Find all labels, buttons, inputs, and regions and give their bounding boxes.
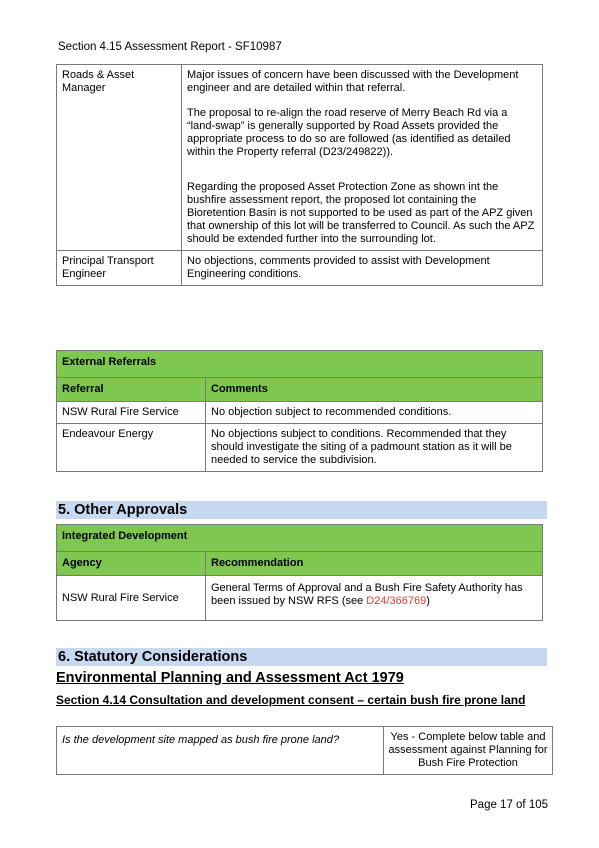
referral-cell: NSW Rural Fire Service	[57, 402, 206, 424]
internal-referrals-table	[56, 64, 543, 286]
referral-cell: Endeavour Energy	[57, 424, 206, 472]
question-cell: Is the development site mapped as bush fire prone land?	[57, 727, 384, 775]
column-header-referral: Referral	[57, 378, 206, 402]
table-title: External Referrals	[57, 351, 543, 378]
table-row	[57, 65, 543, 251]
comments-cell: No objection subject to recommended conditions.	[206, 402, 543, 424]
table-title: Integrated Development	[57, 525, 543, 552]
table-title-row	[57, 525, 543, 552]
table-row	[57, 576, 543, 621]
bush-fire-question-table	[56, 726, 553, 775]
column-header-agency: Agency	[57, 552, 206, 576]
column-header-recommendation: Recommendation	[206, 552, 543, 576]
comment-paragraph: No objections, comments provided to assist with Development Engineering conditions.	[187, 255, 490, 280]
document-reference-link[interactable]: D24/366769	[366, 595, 427, 607]
section-heading: 5. Other Approvals	[56, 501, 547, 519]
table-row	[57, 727, 553, 775]
page-header: Section 4.15 Assessment Report - SF10987	[58, 41, 282, 53]
comment-paragraph: The proposal to re-align the road reserve of Merry Beach Rd via a “land-swap” is generally supported by Road Assets provided the appropriate process to do so are followed (as identified as detailed within the Property referral (D23/249822)).	[187, 107, 511, 158]
table-header-row	[57, 378, 543, 402]
referral-cell: Roads & Asset Manager	[57, 65, 182, 251]
referral-cell: Principal Transport Engineer	[57, 251, 182, 286]
act-title: Environmental Planning and Assessment Act 1979	[56, 670, 404, 686]
comments-cell: No objections subject to conditions. Recommended that they should investigate the siting of a padmount station as it will be needed to service the subdivision.	[206, 424, 543, 472]
subsection-title: Section 4.14 Consultation and development consent – certain bush fire prone land	[56, 693, 526, 707]
comments-cell	[182, 65, 543, 251]
table-row	[57, 251, 543, 286]
section-heading: 6. Statutory Considerations	[56, 648, 547, 666]
integrated-development-table	[56, 524, 543, 621]
page-number: Page 17 of 105	[470, 799, 549, 811]
external-referrals-table	[56, 350, 543, 472]
column-header-comments: Comments	[206, 378, 543, 402]
recommendation-text-end: )	[426, 595, 430, 607]
table-row	[57, 402, 543, 424]
table-row	[57, 424, 543, 472]
table-header-row	[57, 552, 543, 576]
recommendation-cell	[206, 576, 543, 621]
recommendation-text: General Terms of Approval and a Bush Fire Safety Authority has been issued by NSW RFS (see	[211, 582, 523, 607]
comments-cell	[182, 251, 543, 286]
answer-cell: Yes - Complete below table and assessment against Planning for Bush Fire Protection	[384, 727, 553, 775]
comment-paragraph: Major issues of concern have been discussed with the Development engineer and are detailed within that referral.	[187, 69, 519, 94]
table-title-row	[57, 351, 543, 378]
agency-cell: NSW Rural Fire Service	[57, 576, 206, 621]
comment-paragraph: Regarding the proposed Asset Protection Zone as shown int the bushfire assessment report, the proposed lot containing the Bioretention Basin is not supported to be used as part of the APZ given that ownership of this lot will be transferred to Council. As such the APZ should be extended further into the surrounding lot.	[187, 181, 535, 245]
